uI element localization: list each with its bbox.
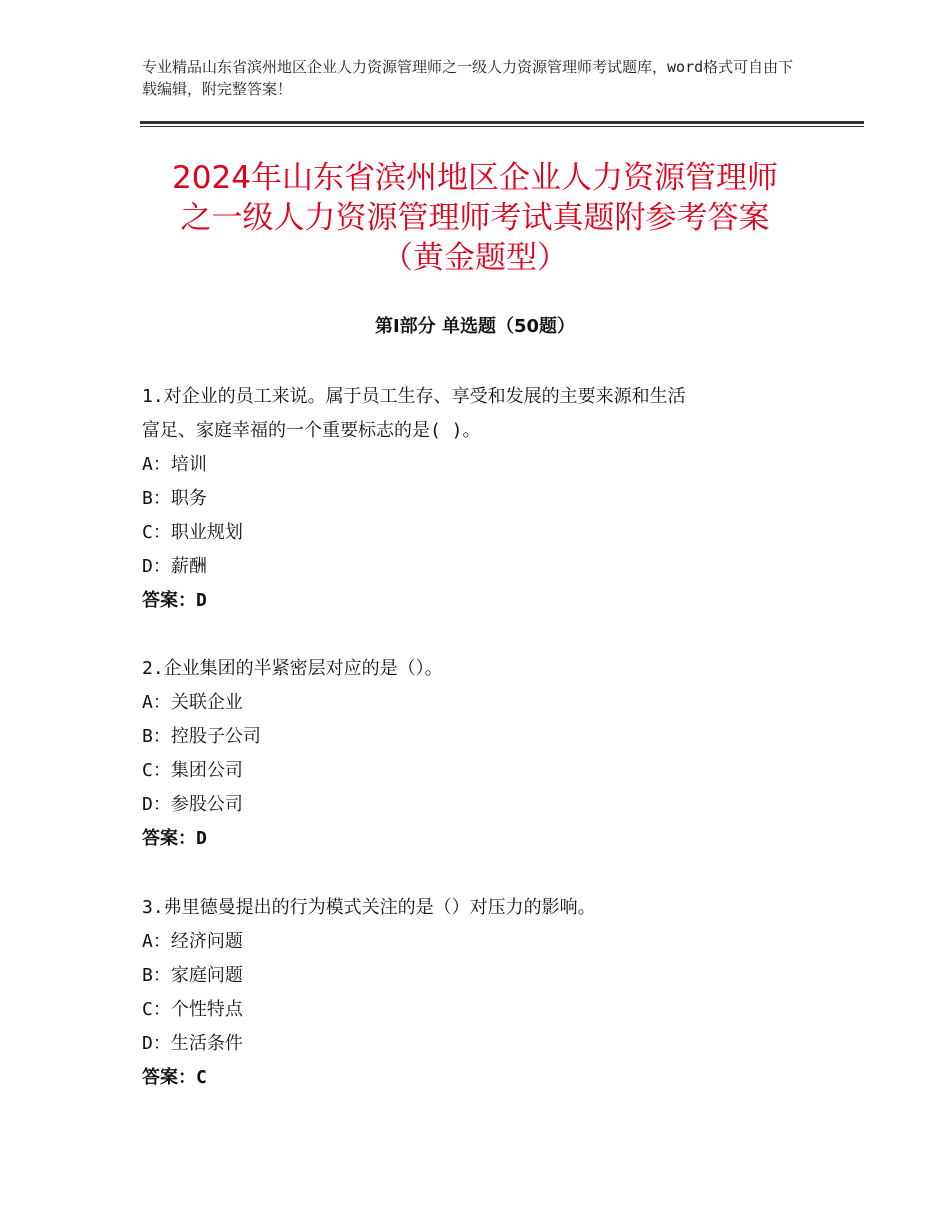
question-3 <box>142 891 822 1095</box>
option-d: D：生活条件 <box>142 1033 243 1054</box>
answer-line <box>142 822 822 856</box>
answer-value: D <box>196 828 207 849</box>
answer-value: C <box>196 1067 207 1088</box>
question-stem: 2.企业集团的半紧密层对应的是（）。 <box>142 658 443 679</box>
question-stem: 1.对企业的员工来说。属于员工生存、享受和发展的主要来源和生活 <box>142 386 686 407</box>
question-1 <box>142 380 822 618</box>
title-line: 之一级人力资源管理师考试真题附参考答案 <box>180 200 770 236</box>
header-rule-thin <box>140 126 864 127</box>
option-a: A：经济问题 <box>142 931 243 952</box>
header-rule-thick <box>140 121 864 124</box>
answer-label: 答案： <box>142 828 196 849</box>
question-stem: 富足、家庭幸福的一个重要标志的是( )。 <box>142 420 481 441</box>
answer-label: 答案： <box>142 590 196 611</box>
answer-value: D <box>196 590 207 611</box>
option-d: D：薪酬 <box>142 556 207 577</box>
document-title <box>140 158 810 278</box>
option-b: B：家庭问题 <box>142 965 243 986</box>
title-line: 2024年山东省滨州地区企业人力资源管理师 <box>172 160 778 196</box>
question-2 <box>142 652 822 856</box>
option-c: C：职业规划 <box>142 522 243 543</box>
option-a: A：培训 <box>142 454 207 475</box>
answer-line <box>142 1061 822 1095</box>
option-b: B：控股子公司 <box>142 726 261 747</box>
option-a: A：关联企业 <box>142 692 243 713</box>
question-stem: 3.弗里德曼提出的行为模式关注的是（）对压力的影响。 <box>142 897 596 918</box>
answer-label: 答案： <box>142 1067 196 1088</box>
section-title: 第Ⅰ部分 单选题（50题） <box>374 316 575 337</box>
option-c: C：集团公司 <box>142 760 243 781</box>
header-note: 专业精品山东省滨州地区企业人力资源管理师之一级人力资源管理师考试题库，word格式可自由下载编辑，附完整答案！ <box>142 58 794 98</box>
option-b: B：职务 <box>142 488 207 509</box>
answer-line <box>142 584 822 618</box>
option-d: D：参股公司 <box>142 794 243 815</box>
title-line: （黄金题型） <box>382 240 568 276</box>
option-c: C：个性特点 <box>142 999 243 1020</box>
